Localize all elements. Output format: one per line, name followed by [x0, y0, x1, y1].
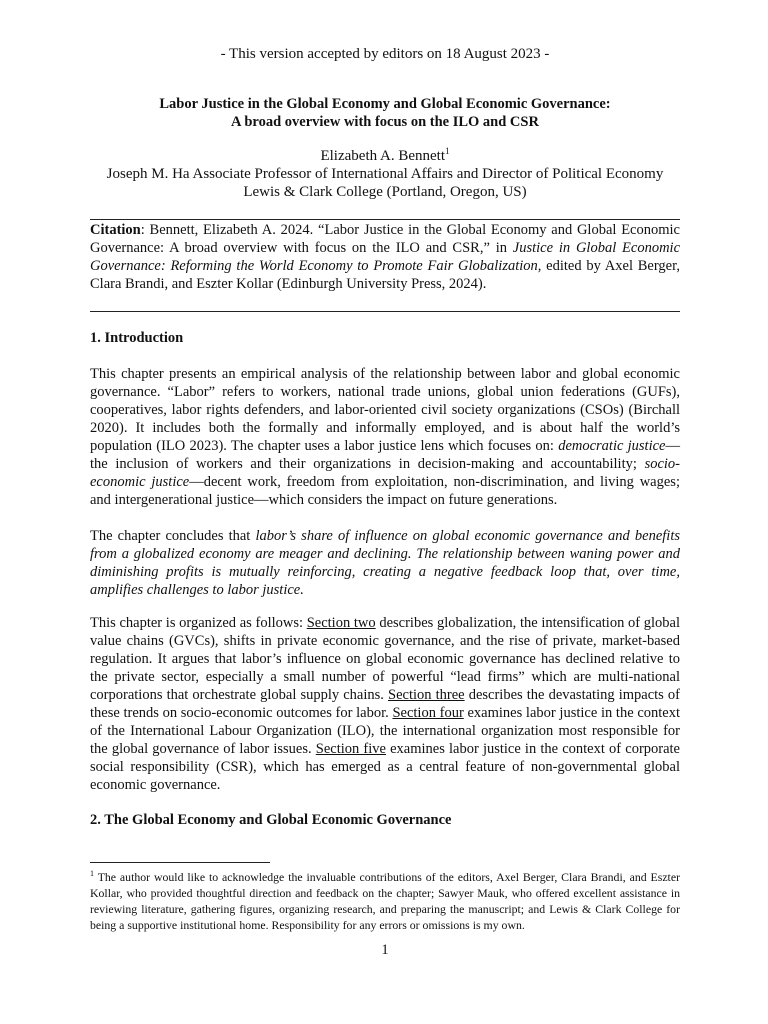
- para3-text-2: describes globalization, the intensification of global value chains (GVCs), shifts in private economic governance, and the rise of private, market-based regulation. It argues that labor’s influence on global economic governance has declined relative to the private sector, especially a small number of powerful “lead firms” which are multi-national corporations that orchestrate global supply chains.: [90, 615, 681, 703]
- para3-text-5: examines labor justice in the context of corporate social responsibility (CSR), which has emerged as a central feature of non-governmental global economic governance.: [90, 741, 680, 793]
- citation-label: Citation: [90, 222, 141, 238]
- intro-paragraph-2: [90, 527, 680, 599]
- para3-text-4: examines labor justice in the context of the International Labour Organization (ILO), the international organization most responsible for the global governance of labor issues.: [90, 705, 680, 757]
- citation-block: [90, 221, 680, 293]
- author-name-line: [90, 147, 680, 165]
- footnote-text: The author would like to acknowledge the invaluable contributions of the editors, Axel Berger, Clara Brandi, and Eszter Kollar, who provided thoughtful direction and feedback on the chapter; Sawyer Mauk, who offered excellent assistance in reviewing literature, gathering figures, organizing research, and preparing the manuscript; and Lewis & Clark College for being a supportive institutional home. Responsibility for any errors or omissions is my own.: [90, 870, 680, 932]
- author-block: [90, 147, 680, 201]
- para1-italic-1: democratic justice: [558, 438, 666, 454]
- author-institution: Lewis & Clark College (Portland, Oregon, US): [243, 184, 527, 200]
- section-four-link[interactable]: Section four: [392, 705, 464, 721]
- intro-paragraph-3: [90, 614, 680, 794]
- author-name: Elizabeth A. Bennett: [320, 148, 446, 164]
- section-heading-introduction: 1. Introduction: [90, 330, 184, 346]
- para2-text-1: The chapter concludes that: [90, 528, 256, 544]
- title-line-1: Labor Justice in the Global Economy and Global Economic Governance:: [159, 96, 611, 112]
- para3-text-3: describes the devastating impacts of these trends on socio-economic outcomes for labor.: [90, 687, 680, 721]
- para1-text-2: —the inclusion of workers and their organizations in decision-making and accountability;: [90, 438, 680, 472]
- para1-text-3: —decent work, freedom from exploitation, non-discrimination, and living wages; and intergenerational justice—which considers the impact on future generations.: [90, 474, 680, 508]
- section-heading-global-economy: 2. The Global Economy and Global Economic Governance: [90, 812, 452, 828]
- section-three-link[interactable]: Section three: [388, 687, 465, 703]
- para2-italic-1: labor’s share of influence on global economic governance and benefits from a globalized economy are meager and declining. The relationship between waning power and diminishing profits is mutually reinforcing, creating a negative feedback loop that, over time, amplifies challenges to labor justice.: [90, 528, 680, 598]
- citation-top-rule: [90, 219, 680, 220]
- title-line-2: A broad overview with focus on the ILO and CSR: [231, 114, 539, 130]
- citation-text-2: edited by Axel Berger, Clara Brandi, and Eszter Kollar (Edinburgh University Press, 2024).: [90, 258, 680, 292]
- para3-text-1: This chapter is organized as follows:: [90, 615, 307, 631]
- footnote-mark: 1: [90, 869, 94, 879]
- section-two-link[interactable]: Section two: [306, 615, 376, 631]
- footnote-rule: [90, 862, 270, 863]
- citation-text-1: : Bennett, Elizabeth A. 2024. “Labor Justice in the Global Economy and Global Economic Governance: A broad overview with focus on the ILO and CSR,” in: [90, 222, 680, 256]
- section-five-link[interactable]: Section five: [315, 741, 386, 757]
- citation-book-title: Justice in Global Economic Governance: Reforming the World Economy to Promote Fair Globalization,: [90, 240, 680, 274]
- acceptance-note: - This version accepted by editors on 18 August 2023 -: [220, 46, 550, 62]
- footnote-1: [90, 869, 680, 933]
- author-footnote-mark[interactable]: 1: [445, 146, 450, 156]
- intro-paragraph-1: [90, 365, 680, 509]
- citation-bottom-rule: [90, 311, 680, 312]
- author-position: Joseph M. Ha Associate Professor of International Affairs and Director of Political Economy: [106, 166, 664, 182]
- page-number: 1: [381, 942, 389, 958]
- paper-title: [90, 95, 680, 131]
- para1-italic-2: socio-economic justice: [90, 456, 680, 490]
- para1-text-1: This chapter presents an empirical analysis of the relationship between labor and global economic governance. “Labor” refers to workers, national trade unions, global union federations (GUFs), cooperatives, labor rights defenders, and labor-oriented civil society organizations (CSOs) (Birchall 2020). It includes both the formally and informally employed, and is about half the world’s population (ILO 2023). The chapter uses a labor justice lens which focuses on:: [90, 366, 680, 454]
